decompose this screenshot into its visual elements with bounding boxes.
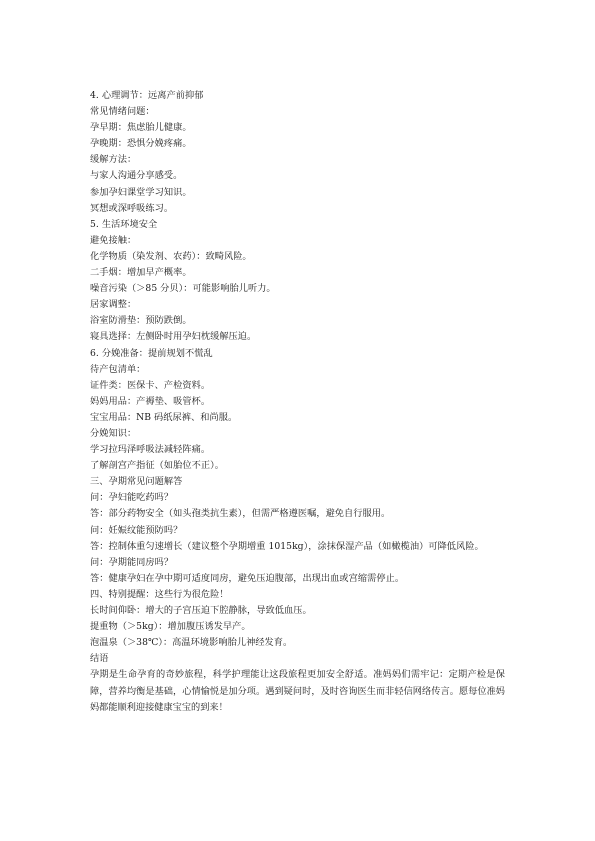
text-line: 与家人沟通分享感受。 (90, 170, 183, 182)
faq-question: 问：妊娠纹能预防吗？ (90, 524, 183, 536)
text-line: 噪音污染（＞85 分贝）：可能影响胎儿听力。 (90, 283, 276, 295)
text-line: 孕晚期：恐惧分娩疼痛。 (90, 138, 192, 150)
text-line: 孕早期：焦虑胎儿健康。 (90, 122, 192, 134)
section-heading-conclusion: 结语 (90, 653, 109, 665)
closing-paragraph: 孕期是生命孕育的奇妙旅程，科学护理能让这段旅程更加安全舒适。准妈妈们需牢记：定期产检是保障，营养均衡是基础，心情愉悦是加分项。遇到疑问时，及时咨询医生而非轻信网络传言。愿每位准妈妈都能顺利迎接健康宝宝的到来！ (90, 669, 505, 714)
text-line: 泡温泉（＞38℃）：高温环境影响胎儿神经发育。 (90, 637, 293, 649)
text-line: 浴室防滑垫：预防跌倒。 (90, 315, 192, 327)
section-heading-environment: 5. 生活环境安全 (90, 218, 158, 230)
text-line: 了解剖宫产指征（如胎位不正）。 (90, 460, 224, 472)
faq-question: 问：孕妇能吃药吗？ (90, 492, 174, 504)
text-line: 缓解方法： (90, 154, 137, 166)
text-line: 提重物（＞5kg）：增加腹压诱发早产。 (90, 621, 251, 632)
faq-question: 问：孕期能同房吗？ (90, 556, 174, 568)
text-line: 学习拉玛泽呼吸法减轻阵痛。 (90, 444, 211, 456)
text-line: 寝具选择：左侧卧时用孕妇枕缓解压迫。 (90, 331, 257, 343)
text-line: 二手烟：增加早产概率。 (90, 267, 192, 279)
text-line: 冥想或深呼吸练习。 (90, 202, 174, 214)
text-line: 避免接触： (90, 234, 137, 246)
text-line: 分娩知识： (90, 427, 137, 439)
faq-answer: 答：部分药物安全（如头孢类抗生素），但需严格遵医嘱，避免自行服用。 (90, 508, 391, 520)
text-line: 居家调整： (90, 299, 137, 311)
faq-answer: 答：控制体重匀速增长（建议整个孕期增重 1015kg），涂抹保湿产品（如橄榄油）可降低风险。 (90, 540, 484, 552)
section-heading-delivery: 6. 分娩准备：提前规划不慌乱 (90, 347, 213, 359)
text-line: 妈妈用品：产褥垫、吸管杯。 (90, 395, 211, 407)
text-line: 待产包清单： (90, 363, 146, 375)
text-line: 宝宝用品：NB 码纸尿裤、和尚服。 (90, 411, 238, 423)
text-line: 化学物质（染发剂、农药）：致畸风险。 (90, 250, 252, 262)
text-line: 常见情绪问题： (90, 106, 155, 118)
section-heading-warnings: 四、特别提醒：这些行为很危险！ (90, 588, 229, 600)
section-heading-mental: 4. 心理调节：远离产前抑郁 (90, 90, 204, 101)
text-line: 证件类：医保卡、产检资料。 (90, 379, 211, 391)
text-line: 长时间仰卧：增大的子宫压迫下腔静脉，导致低血压。 (90, 604, 312, 616)
text-line: 参加孕妇课堂学习知识。 (90, 186, 192, 198)
faq-answer: 答：健康孕妇在孕中期可适度同房，避免压迫腹部，出现出血或宫缩需停止。 (90, 572, 405, 584)
section-heading-faq: 三、孕期常见问题解答 (90, 476, 183, 488)
